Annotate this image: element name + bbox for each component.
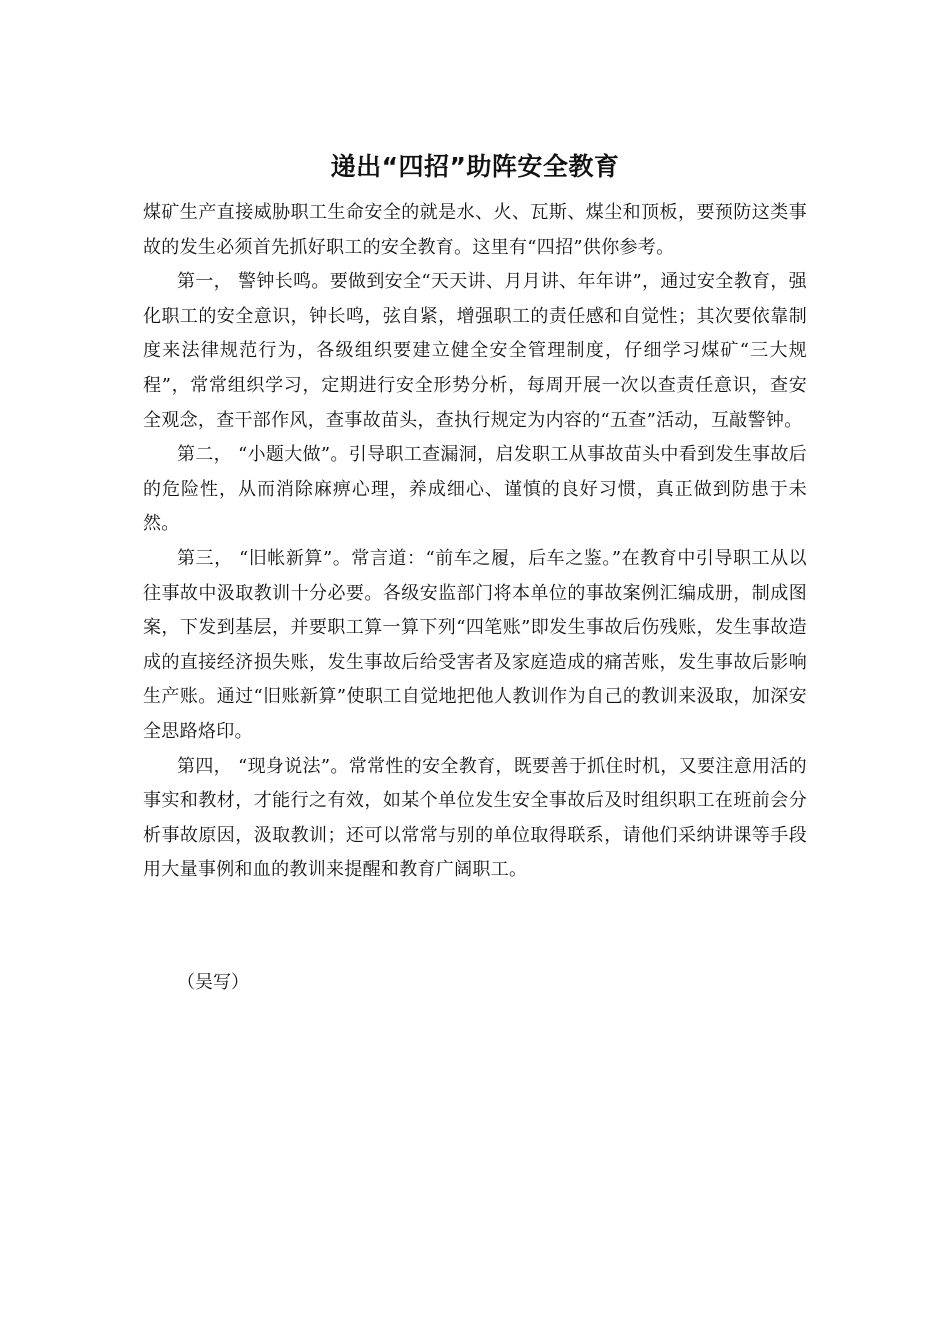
- document-title: 递出“四招”助阵安全教育: [330, 152, 620, 181]
- paragraph-first-tip: 第一， 警钟长鸣。要做到安全“天天讲、月月讲、年年讲”，通过安全教育，强化职工的安全意识，钟长鸣，弦自紧，增强职工的责任感和自觉性；其次要依靠制度来法律规范行为，各级组织要建立健全安全管理制度，仔细学习煤矿“三大规程”，常常组织学习，定期进行安全形势分析，每周开展一次以查责任意识，查安全观念，查干部作风，查事故苗头，查执行规定为内容的“五查”活动，互敲警钟。: [143, 271, 807, 431]
- intro-paragraph: 煤矿生产直接威胁职工生命安全的就是水、火、瓦斯、煤尘和顶板，要预防这类事故的发生必须首先抓好职工的安全教育。这里有“四招”供你参考。: [143, 202, 807, 258]
- paragraph-second-tip: 第二， “小题大做”。引导职工查漏洞，启发职工从事故苗头中看到发生事故后的危险性，从而消除麻痹心理，养成细心、谨慎的良好习惯，真正做到防患于未然。: [143, 444, 807, 535]
- paragraph-third-tip: 第三， “旧帐新算”。常言道：“前车之履，后车之鉴。”在教育中引导职工从以往事故中汲取教训十分必要。各级安监部门将本单位的事故案例汇编成册，制成图案，下发到基层，并要职工算一算下列“四笔账”即发生事故后伤残账，发生事故造成的直接经济损失账，发生事故后给受害者及家庭造成的痛苦账，发生事故后影响生产账。通过“旧账新算”使职工自觉地把他人教训作为自己的教训来汲取，加深安全思路烙印。: [143, 547, 807, 742]
- document-body: [143, 196, 807, 888]
- paragraph-fourth-tip: 第四， “现身说法”。常常性的安全教育，既要善于抓住时机，又要注意用活的事实和教材，才能行之有效，如某个单位发生安全事故后及时组织职工在班前会分析事故原因，汲取教训；还可以常常与别的单位取得联系，请他们采纳讲课等手段用大量事例和血的教训来提醒和教育广阔职工。: [143, 755, 807, 881]
- author-signature: （吴写）: [177, 972, 249, 993]
